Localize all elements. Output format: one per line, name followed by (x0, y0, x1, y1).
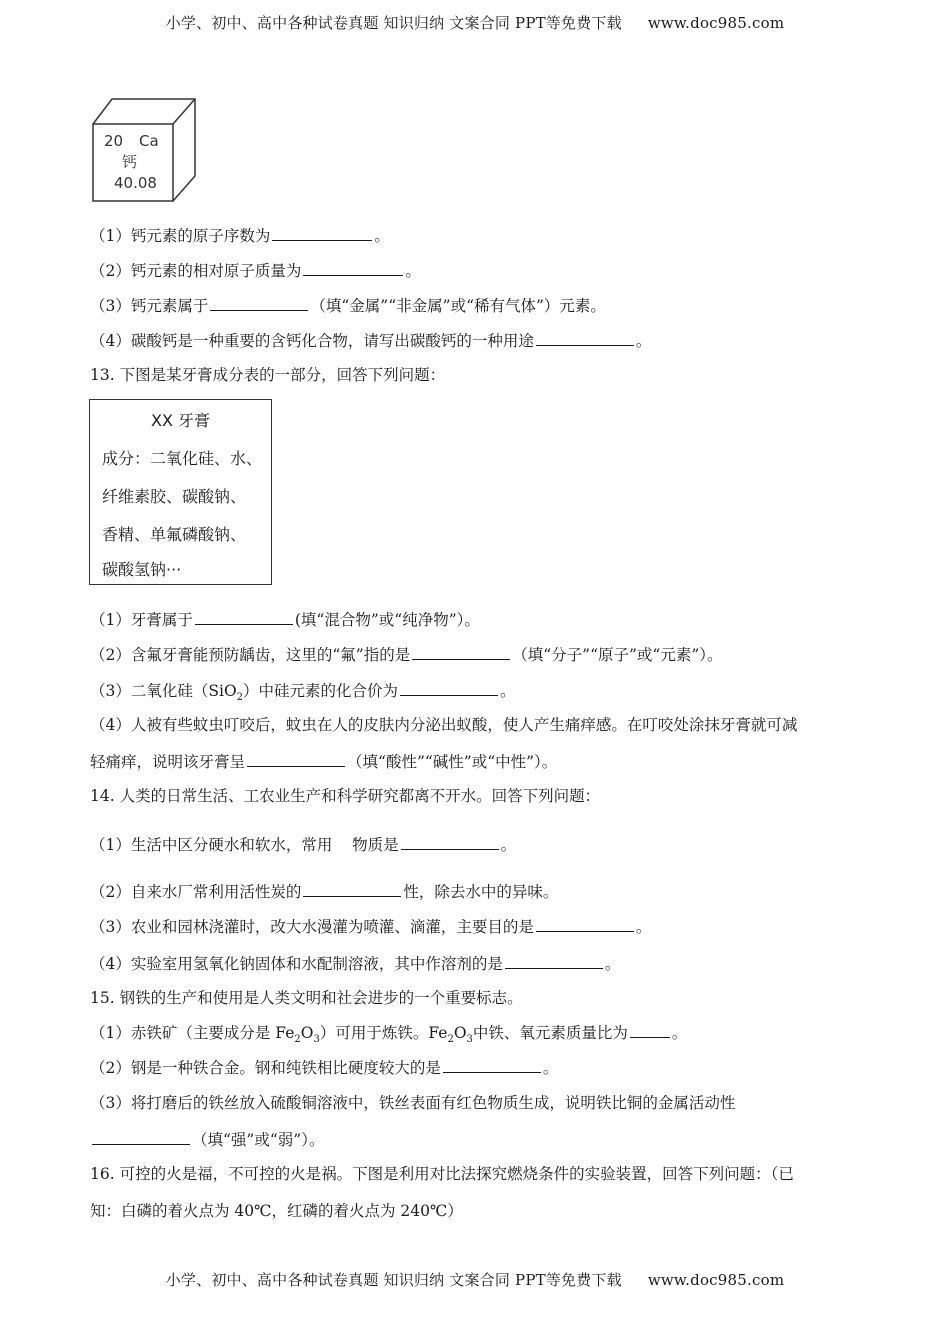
q15-part3-line2: （填“强”或“弱”）。 (90, 1129, 324, 1150)
q14-part3: （3）农业和园林浇灌时，改大水漫灌为喷灌、滴灌，主要目的是 。 (90, 918, 652, 936)
answer-blank[interactable] (401, 834, 499, 850)
q13-stem: 13. 下图是某牙膏成分表的一部分，回答下列问题： (90, 366, 446, 384)
answer-blank[interactable] (505, 953, 603, 969)
page-header (0, 12, 950, 33)
q12-part2: （2）钙元素的相对原子质量为 。 (90, 262, 421, 280)
q12-part3: （3）钙元素属于 （填“金属”“非金属”或“稀有气体”）元素。 (90, 297, 606, 315)
q16-stem-line2: 知：白磷的着火点为 40℃，红磷的着火点为 240℃） (90, 1202, 463, 1220)
element-name: 钙 (122, 153, 138, 171)
card-title: XX 牙膏 (150, 411, 210, 430)
q14-stem: 14. 人类的日常生活、工农业生产和科学研究都离不开水。回答下列问题： (90, 787, 601, 805)
answer-blank[interactable] (536, 916, 634, 932)
atomic-mass: 40.08 (114, 174, 157, 192)
card-line: 纤维素胶、碳酸钠、 (102, 487, 247, 506)
calcium-element-tile (90, 96, 200, 202)
answer-blank[interactable] (272, 225, 372, 241)
q15-part2: （2）钢是一种铁合金。钢和纯铁相比硬度较大的是 。 (90, 1059, 559, 1077)
answer-blank[interactable] (400, 680, 498, 696)
q14-part1: （1）生活中区分硬水和软水，常用 物质是 。 (90, 836, 517, 854)
answer-blank[interactable] (195, 609, 293, 625)
answer-blank[interactable] (443, 1057, 541, 1073)
answer-blank[interactable] (303, 881, 401, 897)
q13-part1: （1）牙膏属于 (填“混合物”或“纯净物”）。 (90, 611, 480, 629)
answer-blank[interactable] (630, 1022, 670, 1038)
answer-blank[interactable] (210, 295, 308, 311)
card-line: 成分：二氧化硅、水、 (102, 449, 263, 468)
q12-part1: （1）钙元素的原子序数为 。 (90, 227, 390, 245)
answer-blank[interactable] (303, 260, 403, 276)
q13-part4-line1: （4）人被有些蚊虫叮咬后，蚊虫在人的皮肤内分泌出蚁酸，使人产生痛痒感。在叮咬处涂抹牙膏就可减 (90, 716, 798, 734)
card-line: 碳酸氢钠··· (102, 560, 182, 579)
q13-part3: （3）二氧化硅（SiO$_2$）中硅元素的化合价为 。 (90, 682, 516, 704)
footer-text: 小学、初中、高中各种试卷真题 知识归纳 文案合同 PPT等免费下载 (165, 1271, 622, 1289)
answer-blank[interactable] (412, 644, 510, 660)
element-symbol: Ca (139, 132, 159, 150)
answer-blank[interactable] (92, 1129, 190, 1145)
atomic-number: 20 (104, 132, 124, 150)
card-line: 香精、单氟磷酸钠、 (102, 525, 247, 544)
answer-blank[interactable] (536, 330, 634, 346)
q14-part2: （2）自来水厂常利用活性炭的 性，除去水中的异味。 (90, 883, 559, 901)
q14-part4: （4）实验室用氢氧化钠固体和水配制溶液，其中作溶剂的是 。 (90, 955, 621, 973)
answer-blank[interactable] (247, 751, 345, 767)
q15-stem: 15. 钢铁的生产和使用是人类文明和社会进步的一个重要标志。 (90, 989, 523, 1007)
footer-site: www.doc985.com (647, 1271, 785, 1289)
q15-part3-line1: （3）将打磨后的铁丝放入硫酸铜溶液中，铁丝表面有红色物质生成，说明铁比铜的金属活动性 (90, 1094, 736, 1112)
q13-part4-line2: 轻痛痒，说明该牙膏呈 （填“酸性”“碱性”或“中性”）。 (90, 753, 558, 771)
q16-stem-line1: 16. 可控的火是福，不可控的火是祸。下图是利用对比法探究燃烧条件的实验装置，回答下列问题：（已 (90, 1165, 794, 1183)
q12-part4: （4）碳酸钙是一种重要的含钙化合物，请写出碳酸钙的一种用途 。 (90, 332, 652, 350)
page-footer (0, 1269, 950, 1290)
q15-part1: （1）赤铁矿（主要成分是 $Fe_2O_3$）可用于炼铁。$Fe_2O_3$中铁、氧元素质量比为 。 (90, 1024, 688, 1046)
q13-part2: （2）含氟牙膏能预防龋齿，这里的“氟”指的是 （填“分子”“原子”或“元素”）。 (90, 646, 723, 664)
header-text: 小学、初中、高中各种试卷真题 知识归纳 文案合同 PPT等免费下载 (165, 14, 622, 32)
header-site: www.doc985.com (647, 14, 785, 32)
toothpaste-ingredient-card (89, 399, 272, 585)
